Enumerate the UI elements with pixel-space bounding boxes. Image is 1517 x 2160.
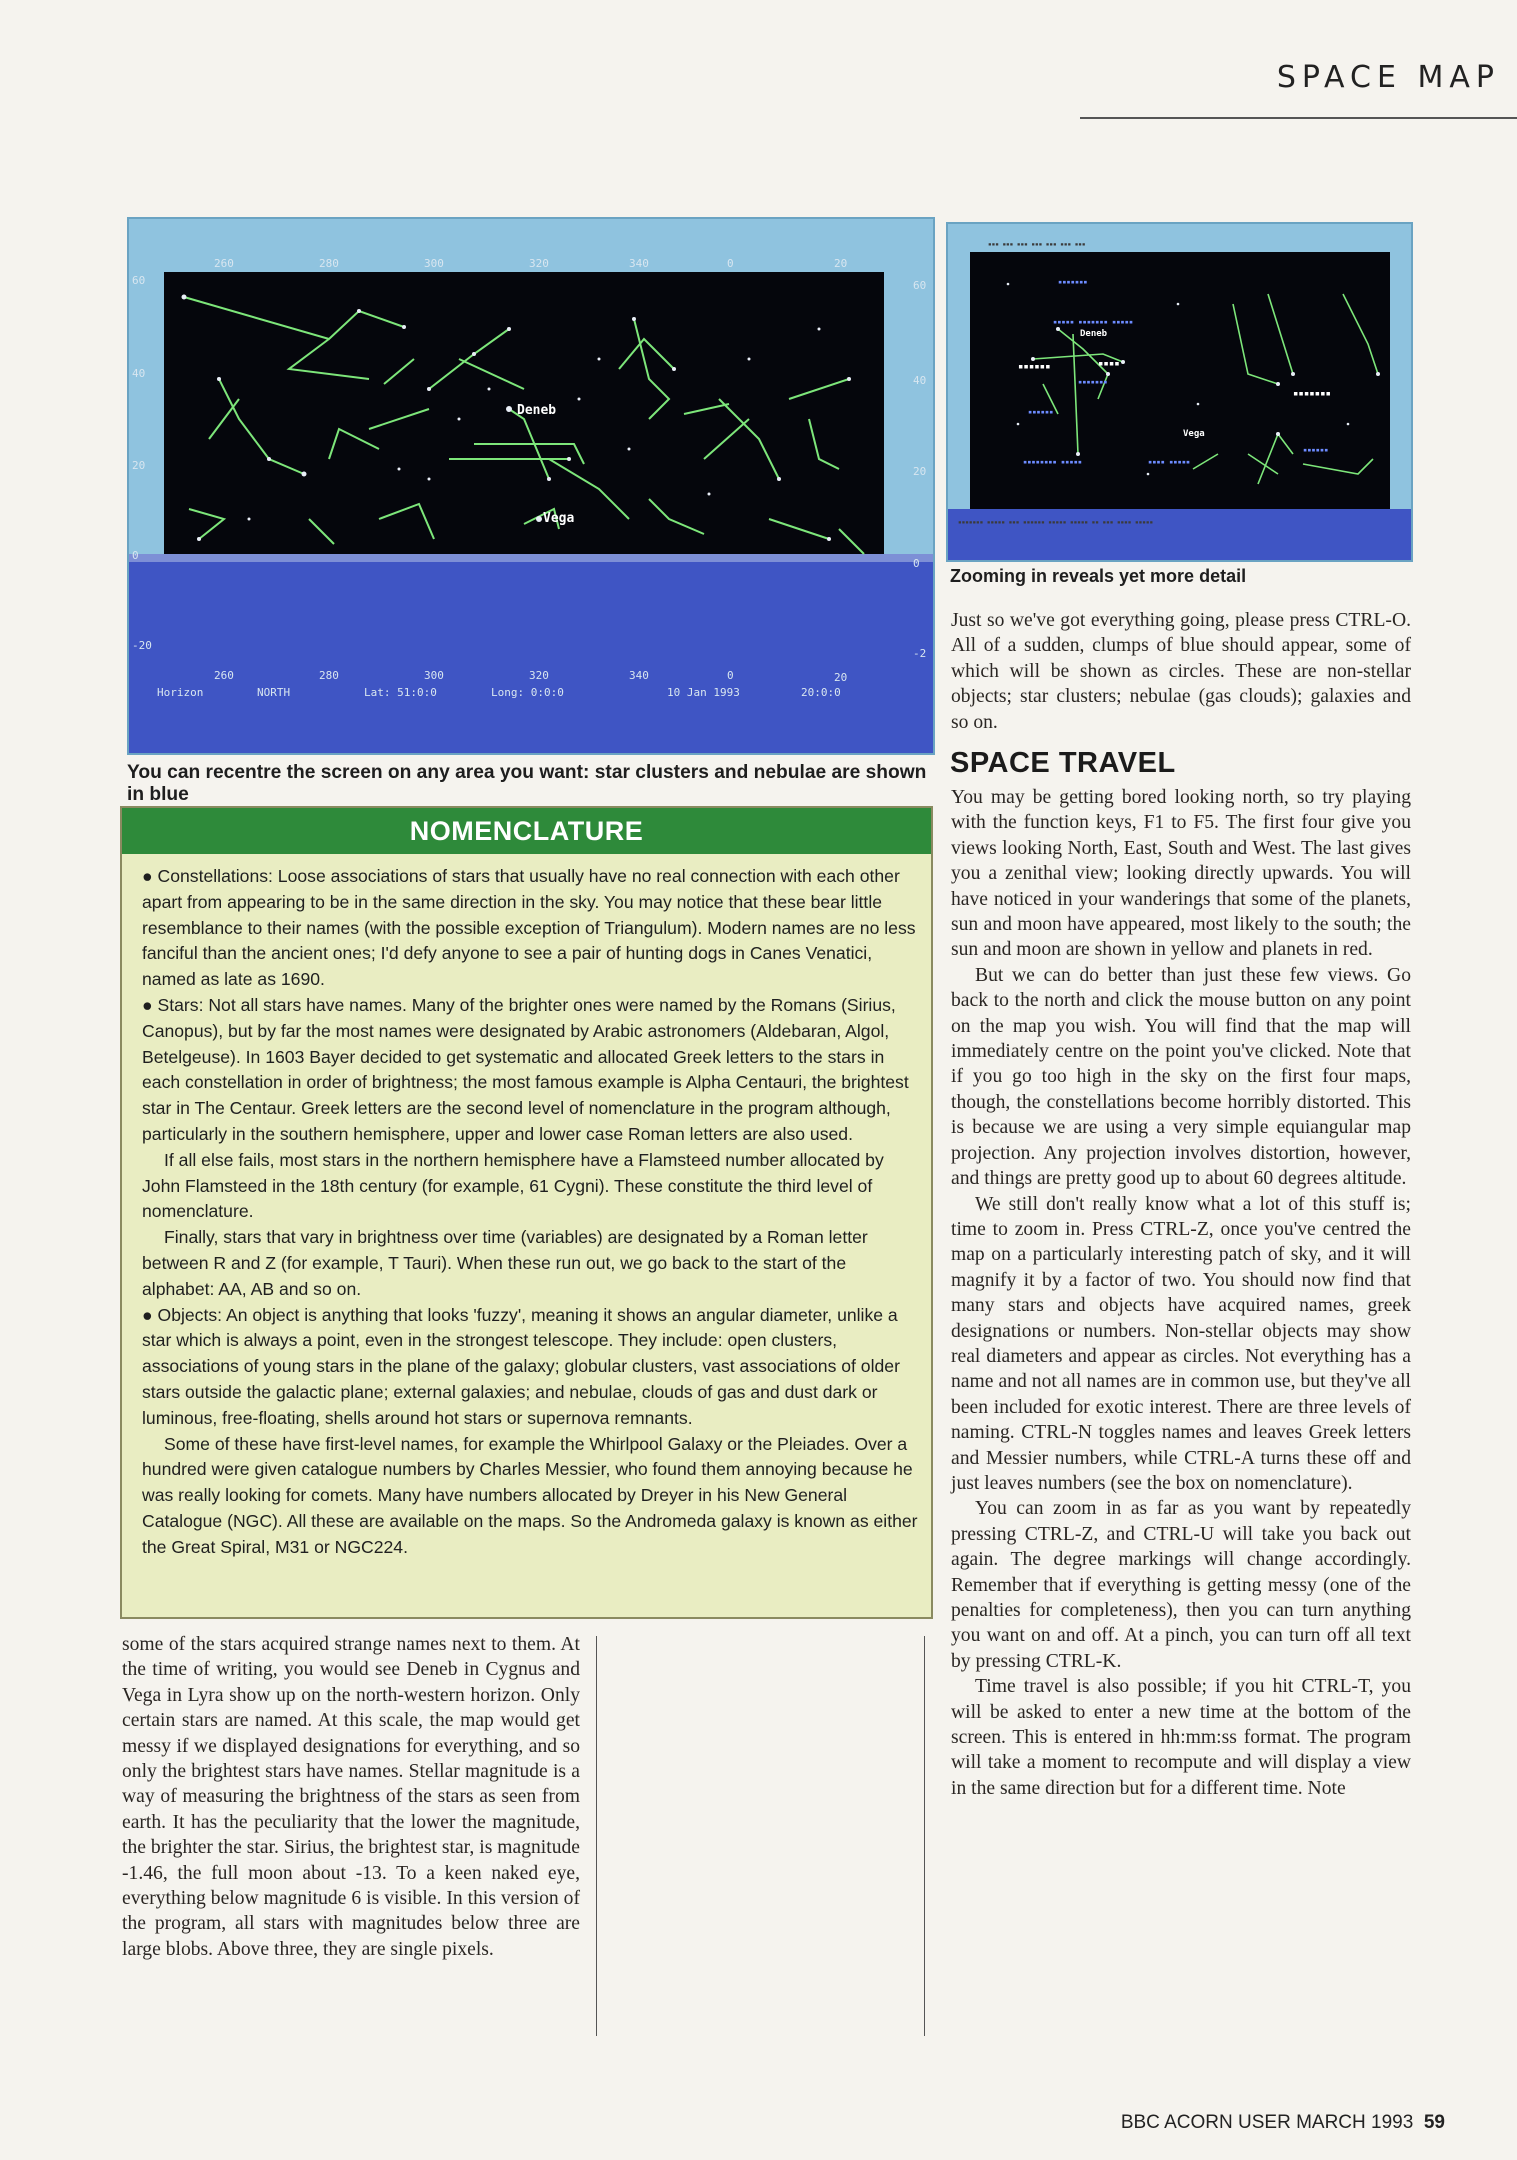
svg-text:▪▪▪▪▪ ▪▪▪▪▪▪▪ ▪▪▪▪▪: ▪▪▪▪▪ ▪▪▪▪▪▪▪ ▪▪▪▪▪ <box>1053 318 1134 326</box>
star-label-vega: Vega <box>543 511 575 526</box>
status-longitude: Long: 0:0:0 <box>491 686 564 699</box>
zoomed-star-map <box>948 224 1411 560</box>
ra-label-top: 20 <box>834 257 848 270</box>
column-rule <box>596 1636 597 2036</box>
svg-text:▪▪▪▪▪▪▪: ▪▪▪▪▪▪▪ <box>1293 389 1331 399</box>
star-label-deneb: Deneb <box>517 403 557 418</box>
body-paragraph: You can zoom in as far as you want by repeatedly pressing CTRL-Z, and CTRL-U will take you back out again. The degree markings will change accordingly. Remember that if everything is getting messy (one of the penalties for completeness), then you can turn anything you want on and off. At a pinch, you can turn off all text by pressing CTRL-K. <box>951 1498 1411 1672</box>
svg-text:▪▪▪▪▪▪▪▪ ▪▪▪▪▪: ▪▪▪▪▪▪▪▪ ▪▪▪▪▪ <box>1023 458 1083 466</box>
ra-label-top: 260 <box>214 257 234 270</box>
nomenclature-box <box>120 806 933 1619</box>
right-column <box>951 785 1411 1801</box>
dec-label-right: 40 <box>913 374 927 387</box>
dec-label-right: 60 <box>913 279 927 292</box>
svg-text:▪▪▪▪: ▪▪▪▪ <box>1098 359 1120 369</box>
body-paragraph: You may be getting bored looking north, so try playing with the function keys, F1 to F5. The first four give you views looking North, East, South and West. The last gives you a zenithal view; looking directly upwards. You will have noticed in your wanderings that some of the planets, sun and moon have appeared, most likely to the south; the sun and moon are shown in yellow and planets in red. <box>951 787 1411 961</box>
nomenclature-paragraph: ● Constellations: Loose associations of stars that usually have no real connection with each other apart from appearing to be in the same direction in the sky. You may notice that these bear little resemblance to their names (with the possible exception of Triangulum). Modern names are no less fanciful than the ancient ones; I'd defy anyone to see a pair of hunting dogs in Canes Venatici, named as late as 1690. <box>142 866 916 990</box>
body-paragraph: Time travel is also possible; if you hit CTRL-T, you will be asked to enter a new time at the bottom of the screen. This is entered in hh:mm:ss format. The program will take a moment to recompute and will display a view in the same direction but for a different time. Note <box>951 1676 1411 1799</box>
right-column-intro <box>951 608 1411 735</box>
svg-text:▪▪▪▪▪▪▪: ▪▪▪▪▪▪▪ <box>1058 278 1088 286</box>
running-head: SPACE MAP <box>1276 60 1500 95</box>
header-rule <box>1080 117 1517 119</box>
zoom-screenshot <box>946 222 1413 562</box>
status-time: 20:0:0 <box>801 686 841 699</box>
main-screenshot-caption: You can recentre the screen on any area you want: star clusters and nebulae are shown in blue <box>127 762 927 805</box>
publication-name: BBC ACORN USER MARCH 1993 <box>1120 2112 1414 2133</box>
body-paragraph: Just so we've got everything going, please press CTRL-O. All of a sudden, clumps of blue should appear, some of which will be shown as circles. These are non-stellar objects; star clusters; nebulae (gas clouds); galaxies and so on. <box>951 610 1411 733</box>
svg-text:▪▪▪▪▪▪▪ ▪▪▪▪▪ ▪▪▪ ▪▪▪▪▪▪ ▪▪: ▪▪▪▪▪▪▪ ▪▪▪▪▪ ▪▪▪ ▪▪▪▪▪▪ ▪▪▪▪▪ ▪▪▪▪▪ ▪▪ ▪▪▪ ▪▪▪▪ ▪▪▪▪▪ <box>958 519 1154 526</box>
nomenclature-paragraph: ● Stars: Not all stars have names. Many of the brighter ones were named by the Romans (Sirius, Canopus), but by far the most names were designated by Arabic astronomers (Aldebaran, Algol, Betelgeuse). In 1603 Bayer decided to get systematic and allocated Greek letters to the stars in each constellation in order of brightness; the most famous example is Alpha Centauri, the brightest star in The Centaur. Greek letters are the second level of nomenclature in the program although, particularly in the southern hemisphere, upper and lower case Roman letters are also used. <box>142 994 909 1144</box>
svg-text:▪▪▪▪▪▪: ▪▪▪▪▪▪ <box>1303 446 1329 454</box>
ra-label-bottom: 260 <box>214 669 234 682</box>
nomenclature-paragraph: ● Objects: An object is anything that looks 'fuzzy', meaning it shows an angular diameter, unlike a star which is always a point, even in the strongest telescope. They include: open clusters, associations of young stars in the plane of the galaxy; globular clusters, vast associations of older stars outside the galactic plane; external galaxies; and nebulae, clouds of gas and dust dark or luminous, free-floating, shells around hot stars or supernova remnants. <box>142 1304 900 1428</box>
status-direction: NORTH <box>257 686 291 699</box>
ra-label-bottom: 20 <box>834 671 848 684</box>
zoom-screenshot-caption: Zooming in reveals yet more detail <box>950 566 1247 586</box>
nomenclature-paragraph: If all else fails, most stars in the northern hemisphere have a Flamsteed number allocated by John Flamsteed in the 18th century (for example, 61 Cygni). These constitute the third level of nomenclature. <box>142 1149 884 1222</box>
body-paragraph: But we can do better than just these few views. Go back to the north and click the mouse button on any point on the map you wish. You will find that the map will immediately centre on the point you've clicked. Note that if you go too high in the sky on the first four maps, though, the constellations become horribly distorted. This is because we are using a very simple equiangular map projection. Any projection involves distortion, however, and things are pretty good up to about 60 degrees altitude. <box>951 964 1411 1190</box>
svg-text:▪▪▪▪▪▪: ▪▪▪▪▪▪ <box>1018 362 1051 372</box>
nomenclature-body <box>142 864 918 1561</box>
nomenclature-title: NOMENCLATURE <box>122 808 931 854</box>
dec-label-left: 40 <box>132 367 146 380</box>
ra-label-top: 0 <box>727 257 734 270</box>
column-rule <box>924 1636 925 2036</box>
dec-label-right: 0 <box>913 557 920 570</box>
ra-label-bottom: 300 <box>424 669 444 682</box>
main-star-map-screenshot <box>127 217 935 755</box>
page-footer <box>1100 2112 1445 2134</box>
ra-label-top: 320 <box>529 257 549 270</box>
ra-label-top: 280 <box>319 257 339 270</box>
zoom-label-vega: Vega <box>1183 429 1205 439</box>
ra-label-bottom: 340 <box>629 669 649 682</box>
status-latitude: Lat: 51:0:0 <box>364 686 437 699</box>
svg-text:▪▪▪▪▪▪▪: ▪▪▪▪▪▪▪ <box>1078 378 1108 386</box>
dec-label-left: 20 <box>132 459 146 472</box>
body-paragraph: some of the stars acquired strange names next to them. At the time of writing, you would see Deneb in Cygnus and Vega in Lyra show up on the north-western horizon. Only certain stars are named. At this scale, the map would get messy if we displayed designations for everything, and so only the brightest stars have names. Stellar magnitude is a way of measuring the brightness of the stars as seen from earth. It has the peculiarity that the lower the magnitude, the brighter the star. Sirius, the brightest star, is magnitude -1.46, the full moon about -13. To a keen naked eye, everything below magnitude 6 is visible. In this version of the program, all stars with magnitudes below three are large blobs. Above three, they are single pixels. <box>122 1634 580 1960</box>
ra-label-top: 340 <box>629 257 649 270</box>
status-date: 10 Jan 1993 <box>667 686 740 699</box>
page-number: 59 <box>1423 2112 1445 2133</box>
ra-label-top: 300 <box>424 257 444 270</box>
dec-label-left: 60 <box>132 274 146 287</box>
svg-text:▪▪▪▪ ▪▪▪▪▪: ▪▪▪▪ ▪▪▪▪▪ <box>1148 458 1191 466</box>
svg-text:▪▪▪▪▪▪: ▪▪▪▪▪▪ <box>1028 408 1054 416</box>
ra-label-bottom: 280 <box>319 669 339 682</box>
zoom-label-deneb: Deneb <box>1080 329 1108 339</box>
ra-label-bottom: 0 <box>727 669 734 682</box>
svg-text:▪▪▪ ▪▪▪ ▪▪▪ ▪▪▪ ▪▪▪: ▪▪▪ ▪▪▪ ▪▪▪ ▪▪▪ ▪▪▪ ▪▪▪ ▪▪▪ <box>988 241 1086 248</box>
body-paragraph: We still don't really know what a lot of this stuff is; time to zoom in. Press CTRL-Z, once you've centred the map on a particularly interesting patch of sky, and it will magnify it by a factor of two. You should now find that many stars and objects have acquired names, greek designations or numbers. Non-stellar objects may show real diameters and appear as circles. Not everything has a name and not all names are in common use, but they've all been included for exotic interest. There are three levels of naming. CTRL-N toggles names and leaves Greek letters and Messier numbers, while CTRL-A turns these off and just leaves numbers (see the box on nomenclature). <box>951 1193 1411 1494</box>
dec-label-right: 20 <box>913 465 927 478</box>
main-star-map <box>129 219 933 753</box>
section-heading: SPACE TRAVEL <box>950 747 1176 779</box>
status-horizon: Horizon <box>157 686 204 699</box>
nomenclature-paragraph: Finally, stars that vary in brightness over time (variables) are designated by a Roman letter between R and Z (for example, T Tauri). When these run out, we go back to the start of the alphabet: AA, AB and so on. <box>142 1227 868 1299</box>
dec-label-left: 0 <box>132 549 139 562</box>
left-column <box>122 1632 580 1962</box>
ra-label-bottom: 320 <box>529 669 549 682</box>
dec-label-right: -2 <box>913 647 927 660</box>
dec-label-left: -20 <box>132 639 152 652</box>
nomenclature-paragraph: Some of these have first-level names, for example the Whirlpool Galaxy or the Pleiades. Over a hundred were given catalogue numbers by Charles Messier, who found them annoying because he was really looking for comets. Many have numbers allocated by Dreyer in his New General Catalogue (NGC). All these are available on the maps. So the Andromeda galaxy is known as either the Great Spiral, M31 or NGC224. <box>142 1433 918 1557</box>
